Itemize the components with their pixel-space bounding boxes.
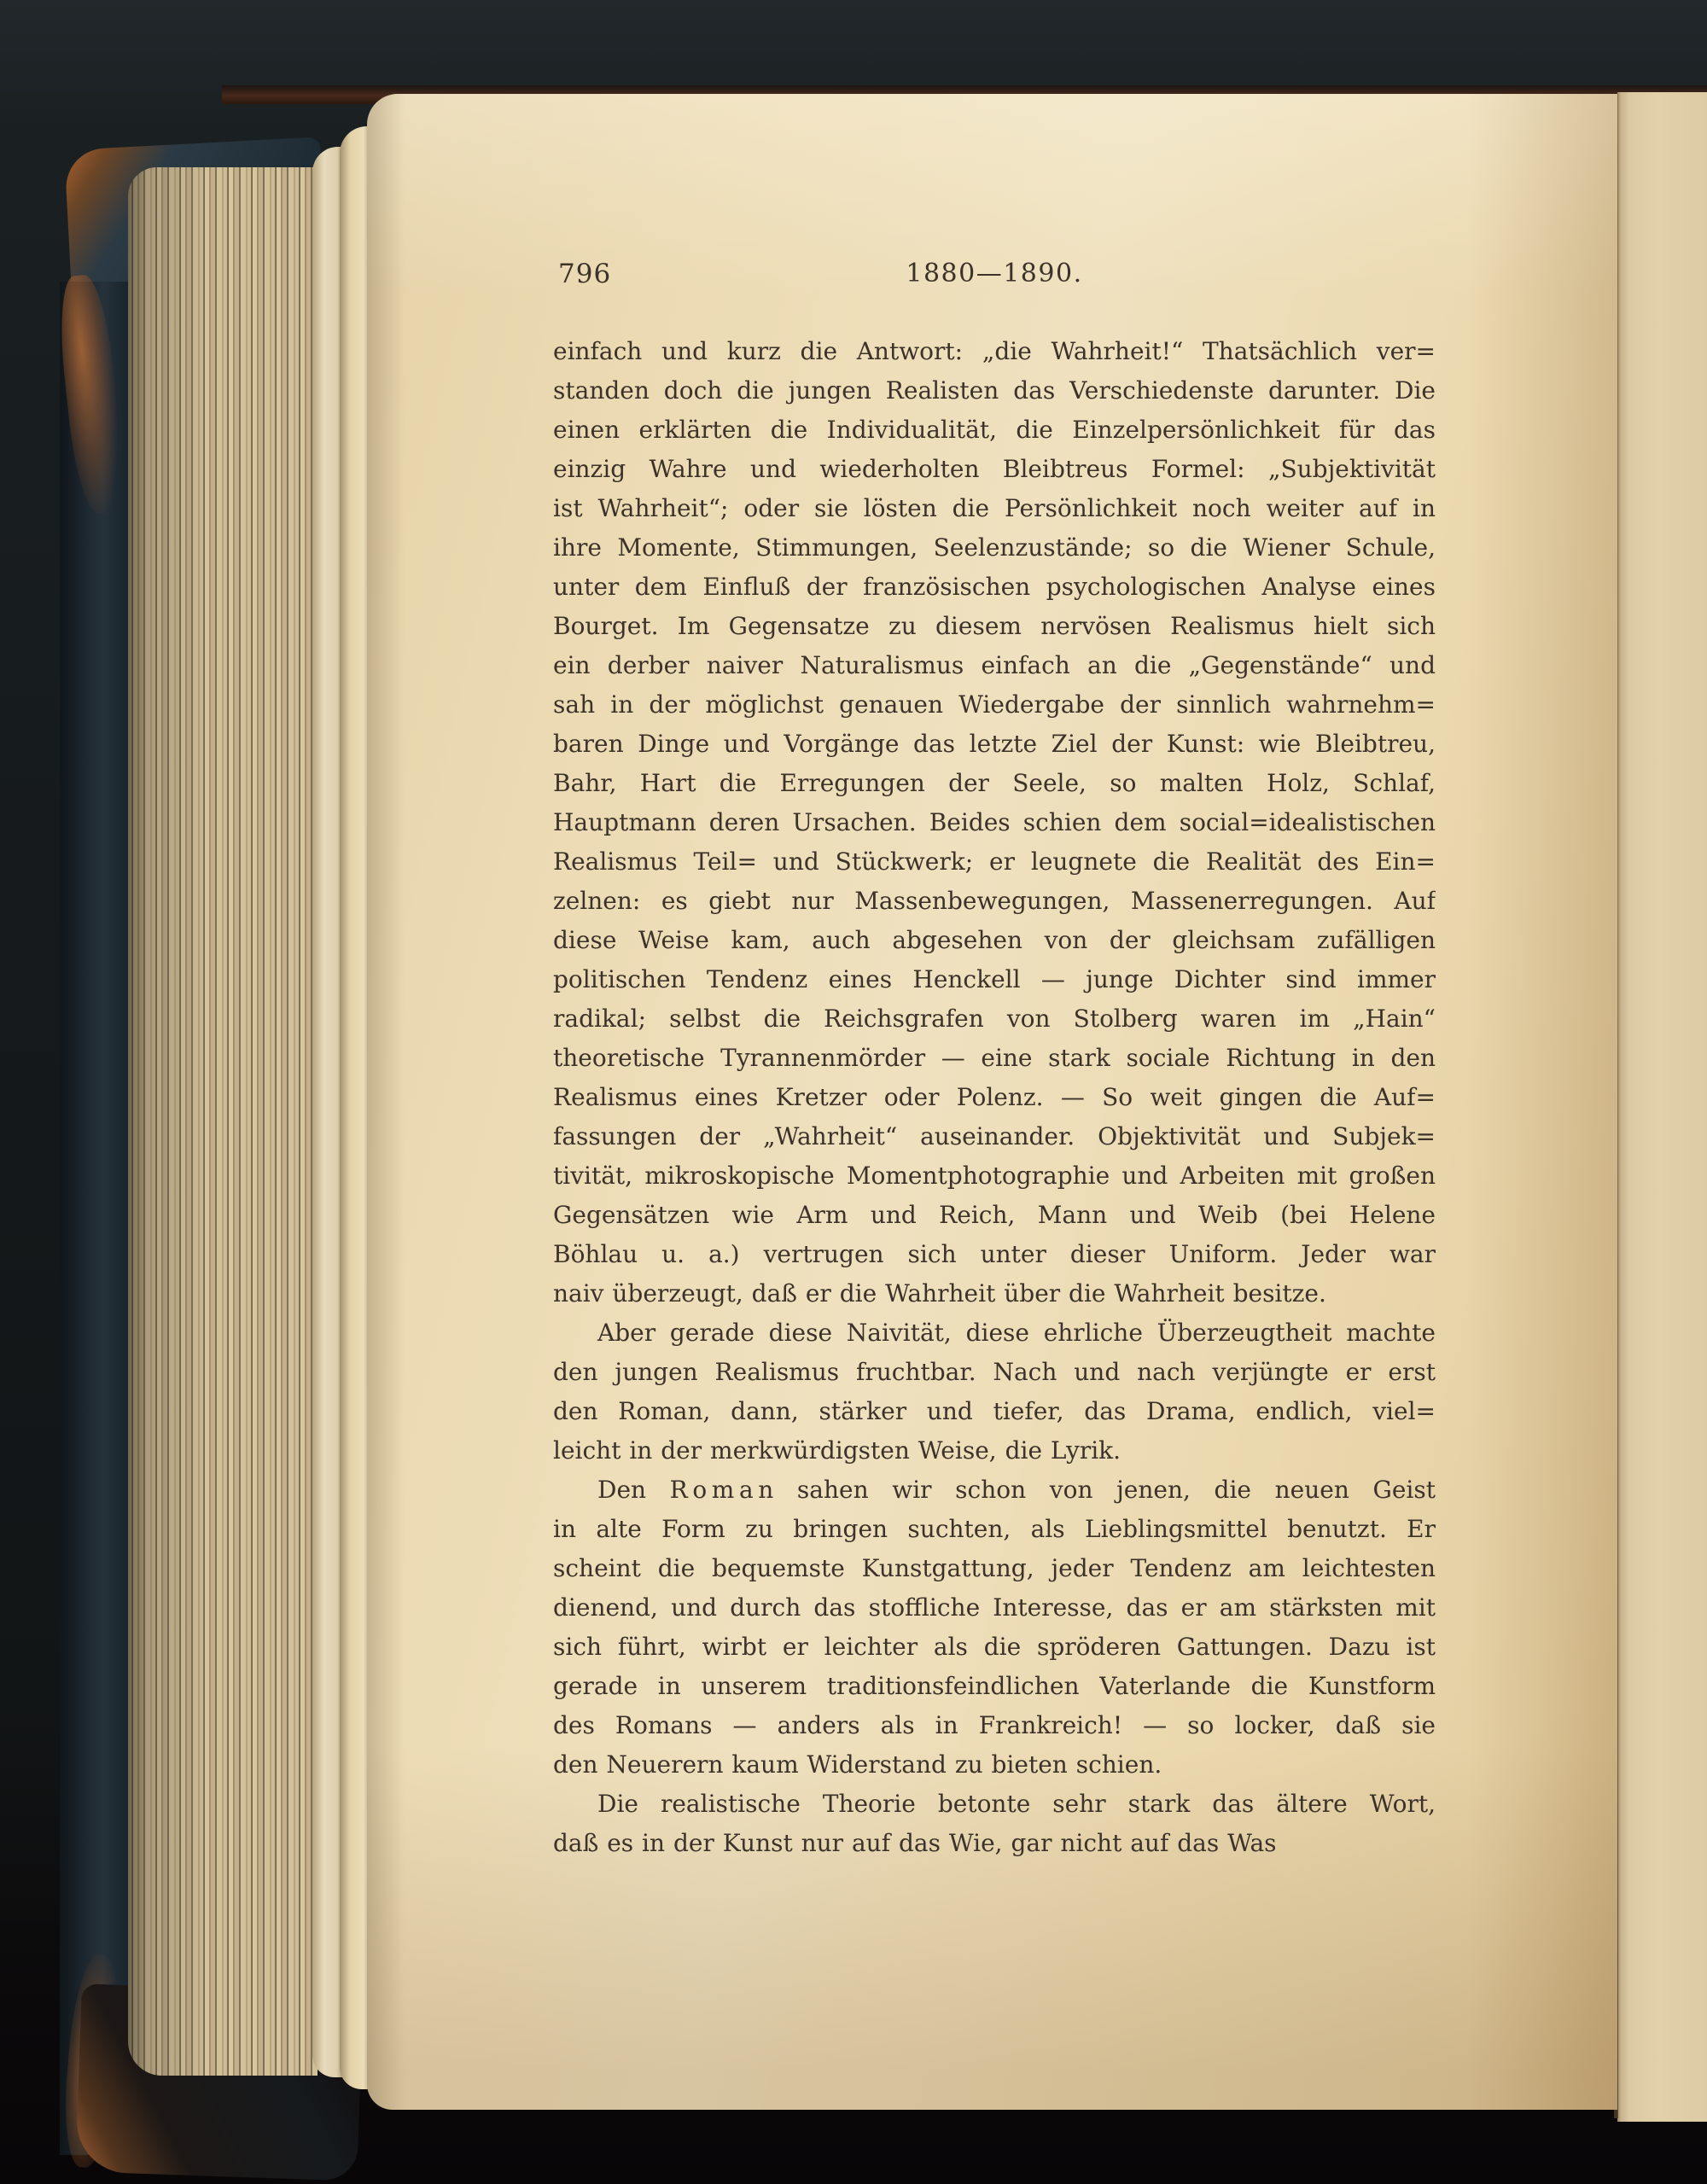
text-line: theoretische Tyrannenmörder — eine stark sociale Richtung in den xyxy=(553,1044,1436,1072)
text-line: Aber gerade diese Naivität, diese ehrliche Überzeugtheit machte xyxy=(597,1319,1436,1347)
text-line: standen doch die jungen Realisten das Verschiedenste darunter. Die xyxy=(553,376,1436,405)
text-line: daß es in der Kunst nur auf das Wie, gar nicht auf das Was xyxy=(553,1829,1277,1857)
text-line: Bahr, Hart die Erregungen der Seele, so malten Holz, Schlaf, xyxy=(553,769,1436,797)
text-line: Realismus eines Kretzer oder Polenz. — So weit gingen die Auf= xyxy=(553,1083,1436,1111)
text-line: einen erklärten die Individualität, die Einzelpersönlichkeit für das xyxy=(553,416,1436,444)
page-number: 796 xyxy=(558,259,612,289)
body-text xyxy=(553,332,1436,1863)
text-line: baren Dinge und Vorgänge das letzte Ziel der Kunst: wie Bleibtreu, xyxy=(553,730,1436,758)
running-header: 1880—1890. xyxy=(906,259,1083,288)
text-line: politischen Tendenz eines Henckell — junge Dichter sind immer xyxy=(553,965,1436,993)
text-line: naiv überzeugt, daß er die Wahrheit über die Wahrheit besitze. xyxy=(553,1279,1326,1307)
text-line: Den R o m a n sahen wir schon von jenen, die neuen Geist xyxy=(597,1476,1436,1504)
text-line: einzig Wahre und wiederholten Bleibtreus Formel: „Subjektivität xyxy=(553,455,1436,483)
text-line: sah in der möglichst genauen Wiedergabe der sinnlich wahrnehm= xyxy=(553,690,1436,719)
text-line: gerade in unserem traditionsfeindlichen Vaterlande die Kunstform xyxy=(553,1672,1436,1700)
text-line: Realismus Teil= und Stückwerk; er leugnete die Realität des Ein= xyxy=(553,847,1436,876)
text-line: diese Weise kam, auch abgesehen von der gleichsam zufälligen xyxy=(553,926,1436,954)
text-line: leicht in der merkwürdigsten Weise, die Lyrik. xyxy=(553,1436,1121,1465)
text-line: zelnen: es giebt nur Massenbewegungen, Massenerregungen. Auf xyxy=(553,887,1436,915)
text-line: ist Wahrheit“; oder sie lösten die Persönlichkeit noch weiter auf in xyxy=(553,494,1436,522)
page-edges-stack xyxy=(128,167,318,2076)
text-line: sich führt, wirbt er leichter als die spröderen Gattungen. Dazu ist xyxy=(553,1633,1436,1661)
facing-page xyxy=(1617,92,1707,2122)
text-line: dienend, und durch das stoffliche Interesse, das er am stärksten mit xyxy=(553,1593,1436,1622)
text-line: in alte Form zu bringen suchten, als Lieblingsmittel benutzt. Er xyxy=(553,1515,1436,1543)
text-line: tivität, mikroskopische Momentphotographie und Arbeiten mit großen xyxy=(553,1162,1436,1190)
text-line: den jungen Realismus fruchtbar. Nach und nach verjüngte er erst xyxy=(553,1358,1436,1386)
book-page xyxy=(367,94,1617,2110)
text-line: ihre Momente, Stimmungen, Seelenzustände; so die Wiener Schule, xyxy=(553,533,1436,562)
book-cover-spine xyxy=(60,282,138,2155)
printed-area xyxy=(553,259,1436,1863)
text-line: Bourget. Im Gegensatze zu diesem nervösen Realismus hielt sich xyxy=(553,612,1436,640)
text-line: Die realistische Theorie betonte sehr stark das ältere Wort, xyxy=(597,1790,1436,1818)
text-line: Gegensätzen wie Arm und Reich, Mann und Weib (bei Helene xyxy=(553,1201,1436,1229)
text-line: Hauptmann deren Ursachen. Beides schien dem social=idealistischen xyxy=(553,808,1436,836)
text-line: den Roman, dann, stärker und tiefer, das Drama, endlich, viel= xyxy=(553,1397,1436,1425)
text-line: radikal; selbst die Reichsgrafen von Stolberg waren im „Hain“ xyxy=(553,1005,1436,1033)
text-line: den Neuerern kaum Widerstand zu bieten schien. xyxy=(553,1750,1162,1779)
page-header xyxy=(553,259,1436,296)
text-line: des Romans — anders als in Frankreich! — so locker, daß sie xyxy=(553,1711,1436,1739)
text-line: unter dem Einfluß der französischen psychologischen Analyse eines xyxy=(553,573,1436,601)
text-line: ein derber naiver Naturalismus einfach an die „Gegenstände“ und xyxy=(553,651,1436,679)
text-line: fassungen der „Wahrheit“ auseinander. Objektivität und Subjek= xyxy=(553,1122,1436,1150)
text-line: scheint die bequemste Kunstgattung, jeder Tendenz am leichtesten xyxy=(553,1554,1436,1582)
text-line: Böhlau u. a.) vertrugen sich unter dieser Uniform. Jeder war xyxy=(553,1240,1436,1268)
text-line: einfach und kurz die Antwort: „die Wahrheit!“ Thatsächlich ver= xyxy=(553,337,1436,365)
